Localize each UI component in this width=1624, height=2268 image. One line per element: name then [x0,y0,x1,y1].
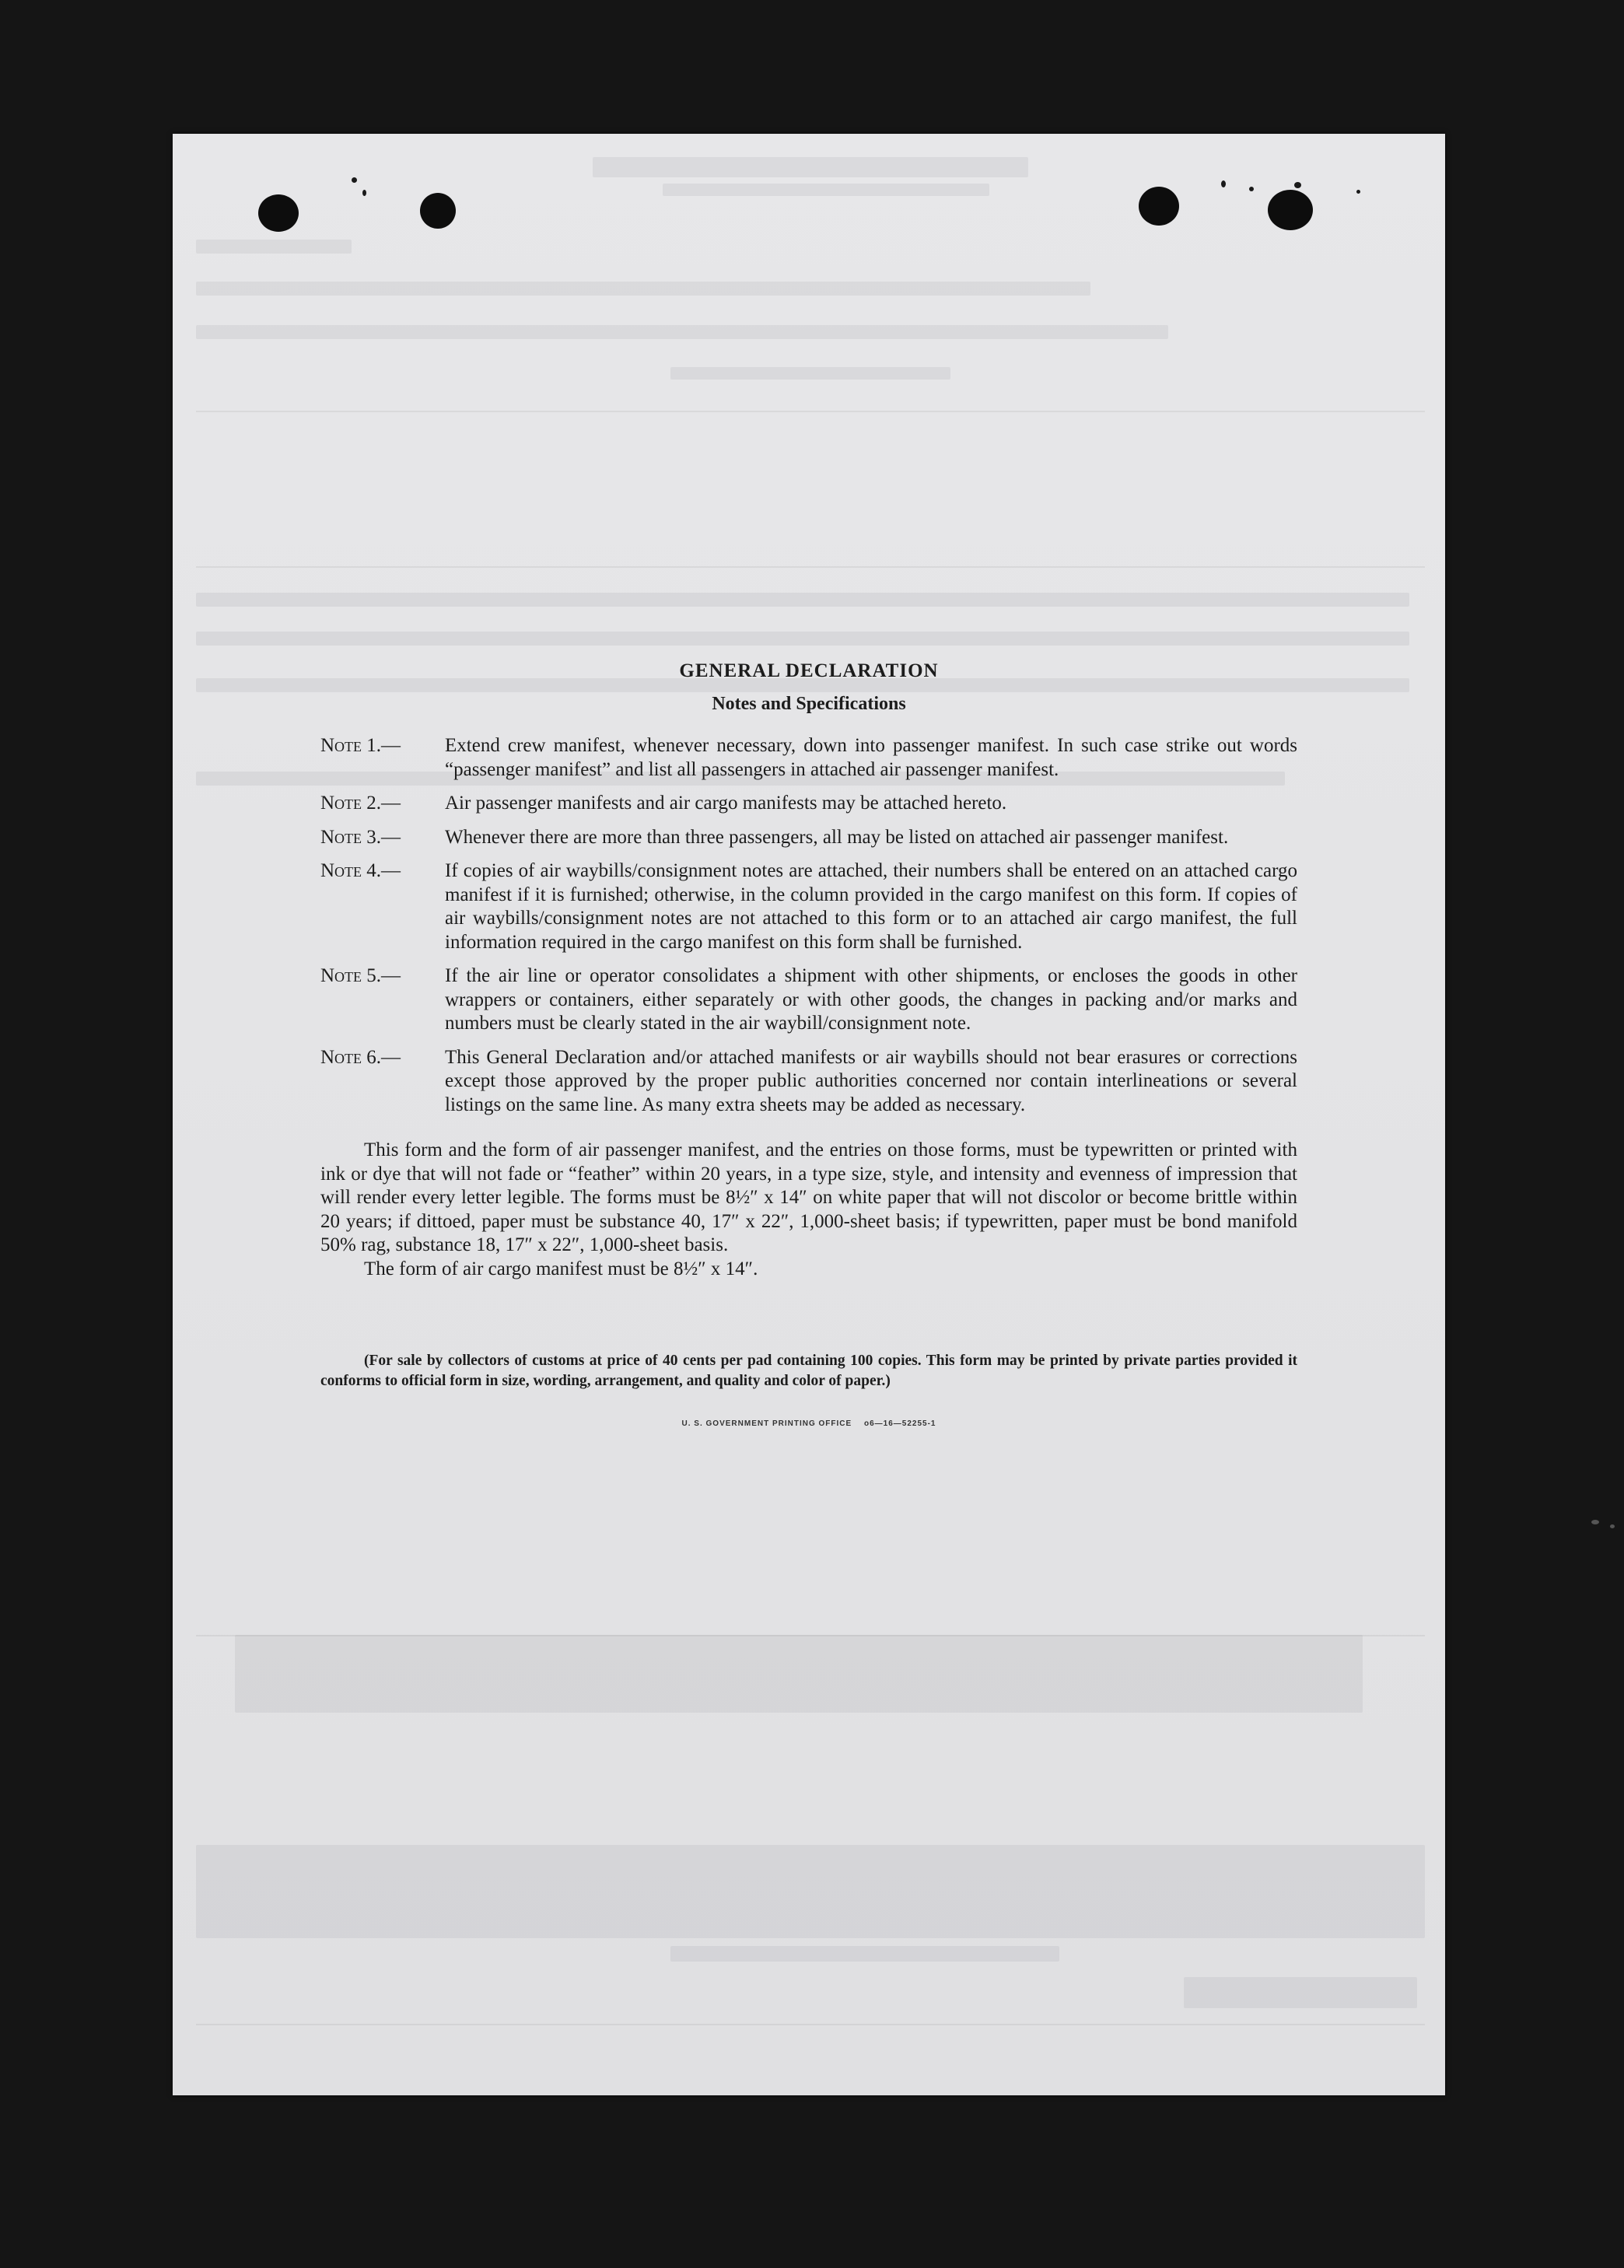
dust-speck [1249,187,1254,191]
sale-notice: (For sale by collectors of customs at price of 40 cents per pad containing 100 copies. This form may be printed by private parties provided it conforms to official form in size, wording, arrangement, and quality and color of paper.) [320,1353,1297,1389]
bleed-through-header [593,157,1028,177]
note-text: If the air line or operator consolidates a shipment with other shipments, or encloses the goods in other wrappers or containers, either separately or with other goods, the changes in packing and/or marks and numbers must be clearly stated in the air waybill/consignment note. [445,965,1297,1034]
document-title: GENERAL DECLARATION [679,660,939,681]
bleed-through-line [196,632,1409,646]
printer-code: o6—16—52255-1 [863,1419,936,1428]
bleed-through-footer [1184,1977,1417,2008]
dust-speck [362,190,366,196]
bleed-through-footer [670,1946,1059,1962]
note-6 [320,1046,1297,1118]
note-label: Note 4.— [320,860,401,881]
note-4 [320,859,1297,954]
paper-sheet [173,134,1445,2095]
note-text: Air passenger manifests and air cargo manifests may be attached hereto. [445,793,1007,814]
bleed-through-rule [196,2024,1425,2025]
punch-hole-left-2 [420,193,456,229]
bleed-through-line [196,240,352,254]
dust-speck [1294,182,1301,188]
note-text: Extend crew manifest, whenever necessary, down into passenger manifest. In such case strike out words “passenger manifest” and list all passengers in attached air passenger manifest. [445,735,1297,780]
bleed-through-footer [196,1845,1425,1938]
printer-imprint [320,1419,1297,1428]
notes-and-specifications [320,660,1297,1428]
note-label: Note 1.— [320,735,401,756]
punch-hole-right-2 [1268,190,1313,230]
bleed-through-line [196,593,1409,607]
dust-speck [1221,180,1226,187]
cargo-manifest-size-paragraph: The form of air cargo manifest must be 8½″ x 14″. [364,1258,758,1279]
bleed-through-line [196,325,1168,339]
dust-speck [1356,190,1360,194]
note-text: This General Declaration and/or attached manifests or air waybills should not bear erasures or corrections except those approved by the proper public authorities concerned nor contain interlineations or several listings on the same line. As many extra sheets may be added as necessary. [445,1046,1297,1115]
note-2 [320,792,1297,816]
note-text: Whenever there are more than three passengers, all may be listed on attached air passenger manifest. [445,826,1229,848]
bleed-through-line [670,367,950,380]
punch-hole-left-1 [258,194,299,232]
note-label: Note 3.— [320,826,401,848]
bleed-through-line [196,282,1090,296]
dust-speck [1610,1524,1615,1528]
dust-speck [1591,1520,1599,1524]
note-3 [320,826,1297,850]
note-text: If copies of air waybills/consignment notes are attached, their numbers shall be entered on an attached cargo manifest if it is furnished; otherwise, in the column provided in the cargo manifest on this form. If copies of air waybills/consignment notes are not attached to this form or to an attached air cargo manifest, the full information required in the cargo manifest on this form shall be furnished. [445,860,1297,953]
bleed-through-rule [196,411,1425,412]
note-1 [320,734,1297,782]
note-5 [320,964,1297,1036]
document-subtitle: Notes and Specifications [712,694,906,714]
dust-speck [352,177,357,183]
bleed-through-rule [196,566,1425,568]
punch-hole-right-1 [1139,187,1179,226]
bleed-through-header [663,184,989,196]
note-label: Note 2.— [320,793,401,814]
bleed-through-table [235,1635,1363,1713]
form-specification-paragraph: This form and the form of air passenger manifest, and the entries on those forms, must be typewritten or printed with ink or dye that will not fade or “feather” within 20 years, in a type size, style, and intensity and evenness of impression that will render every letter legible. The forms must be 8½″ x 14″ on white paper that will not discolor or become brittle within 20 years; if dittoed, paper must be substance 40, 17″ x 22″, 1,000-sheet basis; if typewritten, paper must be bond manifold 50% rag, substance 18, 17″ x 22″, 1,000-sheet basis. [320,1139,1297,1255]
note-label: Note 6.— [320,1046,401,1068]
note-label: Note 5.— [320,965,401,986]
printer-name: U. S. GOVERNMENT PRINTING OFFICE [681,1419,852,1428]
